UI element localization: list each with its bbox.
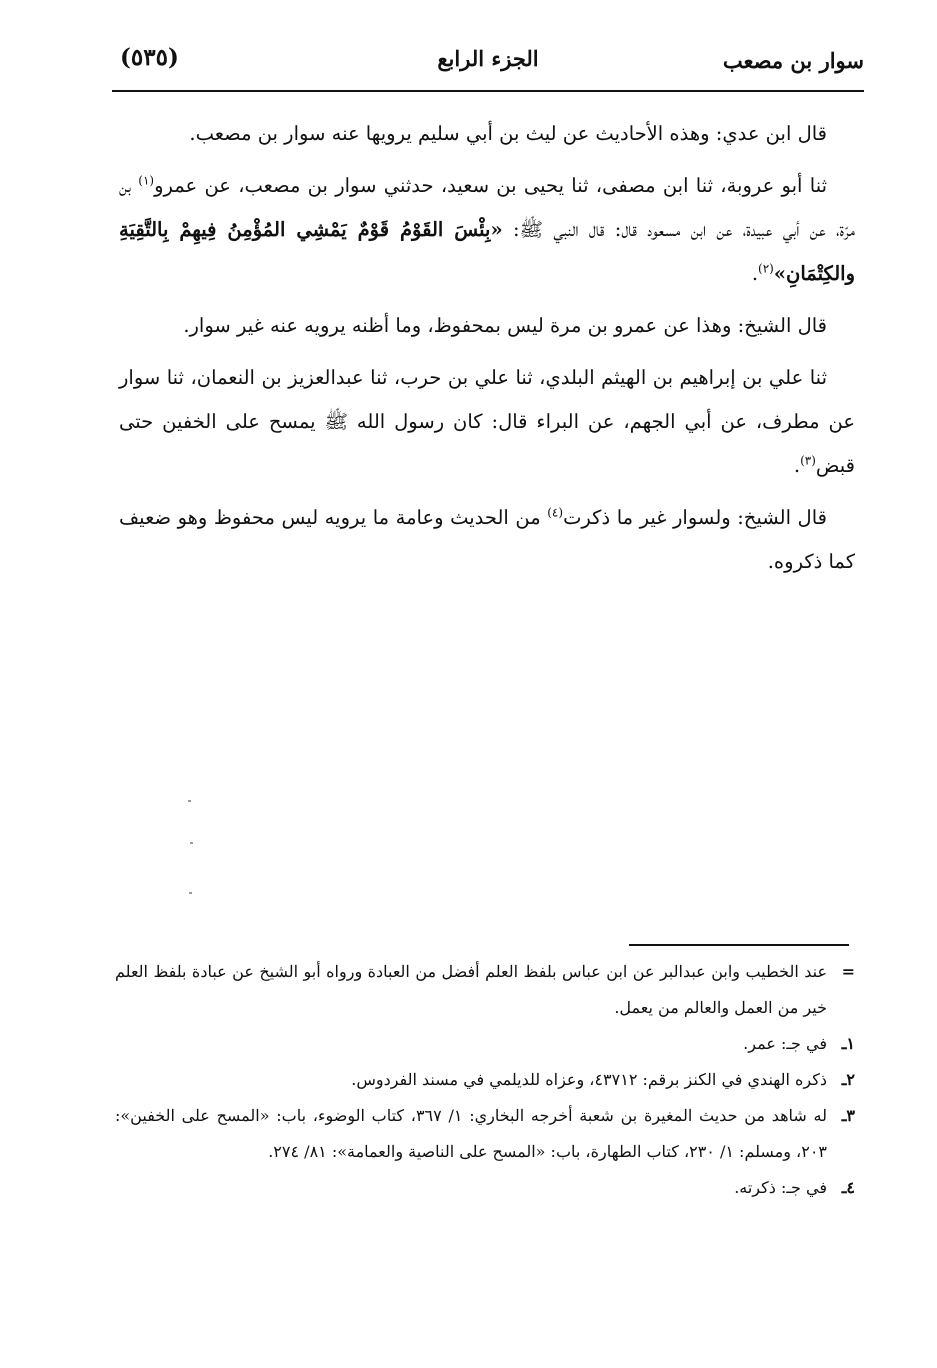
footnote-1-mark: ١ـ	[841, 1034, 855, 1053]
paragraph-1	[119, 112, 855, 156]
footnote-3-text: له شاهد من حديث المغيرة بن شعبة أخرجه البخاري: ١/ ٣٦٧، كتاب الوضوء، باب: «المسح على الخفين»: ٢٠٣، ومسلم: ١/ ٢٣٠، كتاب الطهارة، باب: «المسح على الناصية والعمامة»: ٨١/ ٢٧٤.	[115, 1106, 827, 1161]
footnote-3	[115, 1098, 855, 1170]
footnote-3-mark: ٣ـ	[841, 1106, 855, 1125]
footnote-1	[115, 1026, 855, 1062]
paragraph-4-text-a: ثنا علي بن إبراهيم بن الهيثم البلدي، ثنا علي بن حرب، ثنا عبدالعزيز بن النعمان، ثنا سوار عن مطرف، عن أبي الجهم، عن البراء قال: كان رسول الله ﷺ يمسح على الخفين حتى قبض	[119, 366, 855, 477]
paragraph-1-text: قال ابن عدي: وهذه الأحاديث عن ليث بن أبي سليم يرويها عنه سوار بن مصعب.	[189, 122, 827, 145]
footnote-4-text: في جـ: ذكرته.	[734, 1178, 827, 1197]
footnotes	[115, 954, 855, 1206]
footnote-2-text: ذكره الهندي في الكنز برقم: ٤٣٧١٢، وعزاه للديلمي في مسند الفردوس.	[351, 1070, 827, 1089]
running-title-volume: الجزء الرابع	[437, 46, 539, 71]
footnote-rule	[629, 944, 849, 946]
paragraph-3-text: قال الشيخ: وهذا عن عمرو بن مرة ليس بمحفوظ، وما أظنه يرويه عنه غير سوار.	[183, 314, 827, 337]
footnote-ref-2[interactable]: (٢)	[758, 261, 774, 276]
footnote-continuation-text: عند الخطيب وابن عبدالبر عن ابن عباس بلفظ العلم أفضل من العبادة ورواه أبو الشيخ عن عبادة بلفظ العلم خير من العمل والعالم من يعمل.	[115, 962, 827, 1017]
footnote-continuation	[115, 954, 855, 1026]
paragraph-5-text-b: من الحديث وعامة ما يرويه ليس محفوظ وهو ضعيف كما ذكروه.	[119, 506, 855, 573]
paragraph-4	[119, 356, 855, 488]
page-number: (٥٣٥)	[120, 44, 179, 71]
header-rule	[112, 90, 864, 92]
footnote-1-text: في جـ: عمر.	[743, 1034, 827, 1053]
paragraph-2-text-c: .	[751, 262, 759, 285]
continuation-mark: =	[841, 962, 855, 981]
footnote-4	[115, 1170, 855, 1206]
footnote-2-mark: ٢ـ	[841, 1070, 855, 1089]
paragraph-4-text-b: .	[793, 454, 801, 477]
paragraph-5-text-a: قال الشيخ: ولسوار غير ما ذكرت	[563, 506, 827, 529]
footnote-ref-3[interactable]: (٣)	[800, 453, 816, 468]
footnote-ref-1[interactable]: (١)	[138, 173, 155, 188]
paragraph-2	[119, 164, 855, 296]
paragraph-2-text-a: ثنا أبو عروبة، ثنا ابن مصفى، ثنا يحيى بن سعيد، حدثني سوار بن مصعب، عن عمرو	[154, 174, 827, 197]
paragraph-2-text-b: بن مرّة، عن أبي عبيدة، عن ابن مسعود قال: قال النبي ﷺ:	[119, 174, 855, 241]
paragraph-3	[119, 304, 855, 348]
footnote-4-mark: ٤ـ	[841, 1178, 855, 1197]
footnote-2	[115, 1062, 855, 1098]
scan-speck	[190, 842, 193, 844]
page-header	[112, 36, 864, 88]
scan-speck	[188, 800, 191, 802]
paragraph-5	[119, 496, 855, 584]
footnote-ref-4[interactable]: (٤)	[547, 505, 564, 520]
running-title-section: سوار بن مصعب	[722, 48, 864, 73]
scan-speck	[189, 892, 192, 894]
hadith-quote: «بِئْسَ القَوْمُ قَوْمٌ يَمْشِي المُؤْمِنُ فِيهِمْ بِالتَّقِيَةِ والكِتْمَانِ»	[119, 218, 855, 285]
main-text	[119, 112, 855, 592]
